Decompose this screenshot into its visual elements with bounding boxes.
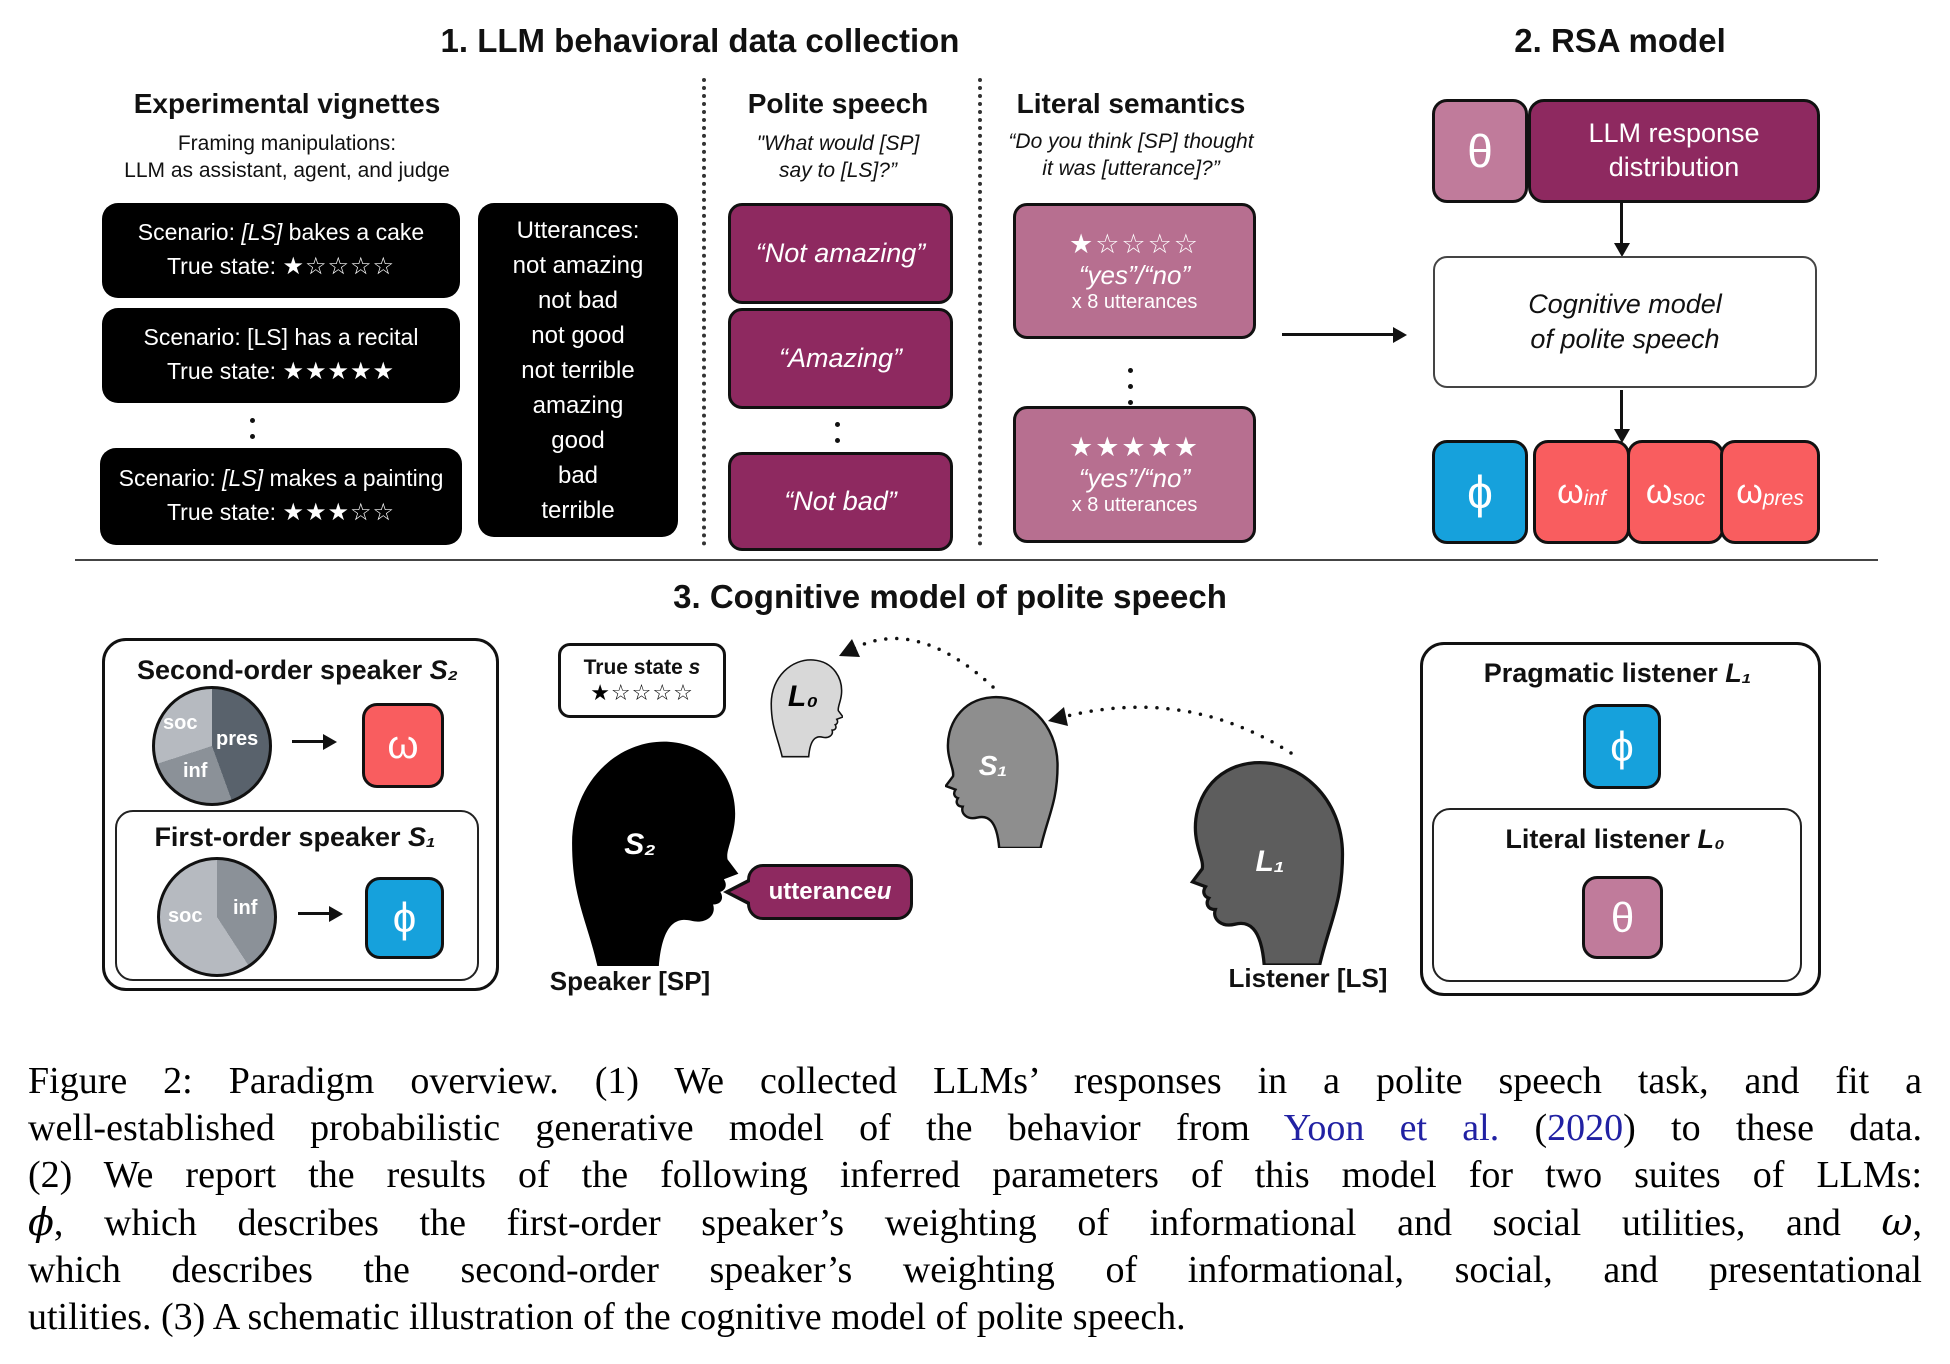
section-divider xyxy=(75,559,1878,561)
utterance-item: good xyxy=(551,426,605,454)
literal-listener-header: Literal listener L₀ xyxy=(1505,824,1725,854)
pie-label-inf: inf xyxy=(233,897,258,919)
true-state-label: True state s xyxy=(583,655,701,679)
caption-line: ϕ, which describes the first-order speaker’s weighting of informational and social utilities, and ω, xyxy=(28,1200,1922,1244)
pie-to-omega-arrow xyxy=(292,740,324,743)
pie-label-inf: inf xyxy=(183,760,208,782)
llm-response-distribution-box: LLM response distribution xyxy=(1528,99,1820,203)
yes-no-label: “yes”/“no” xyxy=(1078,463,1191,493)
vignettes-framing xyxy=(102,130,472,185)
literal-box-2 xyxy=(1013,406,1256,543)
polite-speech-header: Polite speech xyxy=(747,88,929,119)
utterance-item: terrible xyxy=(541,496,615,524)
phi-param-box: ϕ xyxy=(1432,440,1528,544)
scenario-3-text: Scenario: [LS] makes a painting xyxy=(118,465,444,492)
scenario-3-state: True state: ★★★☆☆ xyxy=(166,498,396,526)
pragmatic-listener-header: Pragmatic listener L₁ xyxy=(1483,658,1752,688)
omega-inf-box: ω inf xyxy=(1533,440,1630,544)
framing-line1: Framing manipulations: xyxy=(177,132,397,155)
caption-line: which describes the second-order speaker’s weighting of informational, social, and presentational xyxy=(28,1249,1922,1291)
pie-to-phi-arrow xyxy=(298,912,330,915)
column-separator xyxy=(702,78,706,546)
utterances-box xyxy=(478,203,678,537)
l0-label: L₀ xyxy=(787,680,819,713)
rsa-arrow-1 xyxy=(1620,202,1623,244)
l1-to-s1-arc xyxy=(1063,707,1291,753)
framing-line2: LLM as assistant, agent, and judge xyxy=(124,159,450,183)
citation-year-link[interactable]: 2020 xyxy=(1547,1107,1624,1149)
star-rating: ★★★★★ xyxy=(1068,432,1201,462)
utterance-count-label: x 8 utterances xyxy=(1071,494,1198,516)
l1-label: L₁ xyxy=(1255,845,1285,878)
polite-response-box-1: “Not amazing” xyxy=(728,203,953,304)
second-order-speaker-header: Second-order speaker S₂ xyxy=(137,655,458,685)
column-separator xyxy=(978,78,982,546)
utterances-header: Utterances: xyxy=(516,216,640,244)
pie-label-soc: soc xyxy=(168,905,203,927)
section2-title: 2. RSA model xyxy=(1514,22,1726,59)
star-rating: ★☆☆☆☆ xyxy=(282,252,396,280)
star-rating: ★★★★★ xyxy=(282,357,396,385)
section3-title: 3. Cognitive model of polite speech xyxy=(673,578,1227,615)
theta-param-box: θ xyxy=(1432,99,1528,203)
first-order-speaker-header: First-order speaker S₁ xyxy=(154,822,436,852)
utterance-item: not good xyxy=(531,321,625,349)
omega-pres-box: ω pres xyxy=(1720,440,1820,544)
rsa-arrow-2 xyxy=(1620,390,1623,430)
star-rating: ★☆☆☆☆ xyxy=(590,679,694,705)
utterance-item: bad xyxy=(557,461,599,489)
omega-soc-box: ω soc xyxy=(1627,440,1724,544)
utterance-bubble: utterance u xyxy=(747,864,913,920)
caption-line: utilities. (3) A schematic illustration of the cognitive model of polite speech. xyxy=(28,1296,1186,1338)
data-to-model-arrow xyxy=(1282,333,1394,336)
cognitive-model-box: Cognitive model of polite speech xyxy=(1433,256,1817,388)
utterance-item: not amazing xyxy=(512,251,644,279)
utterance-item: not bad xyxy=(537,286,619,314)
literal-box-1 xyxy=(1013,203,1256,339)
literal-semantics-question: “Do you think [SP] thought it was [utterance]?” xyxy=(1008,130,1254,181)
literal-ellipsis xyxy=(1128,362,1133,410)
scenario-2-state: True state: ★★★★★ xyxy=(166,357,396,385)
pragmatic-phi-box: ϕ xyxy=(1583,704,1661,789)
listener-ls-label: Listener [LS] xyxy=(1228,963,1388,993)
citation-link[interactable]: Yoon et al. xyxy=(1283,1107,1500,1149)
pie-label-soc: soc xyxy=(163,712,198,734)
caption-line: well-established probabilistic generative model of the behavior from Yoon et al. (2020) to these data. xyxy=(28,1107,1922,1149)
literal-theta-box: θ xyxy=(1582,876,1663,959)
pie-label-pres: pres xyxy=(216,728,259,750)
caption-line: Figure 2: Paradigm overview. (1) We collected LLMs’ responses in a polite speech task, and fit a xyxy=(28,1060,1922,1102)
scenario-box-3 xyxy=(100,448,462,545)
literal-semantics-header: Literal semantics xyxy=(1016,88,1246,119)
utterance-item: not terrible xyxy=(521,356,635,384)
speaker-sp-label: Speaker [SP] xyxy=(549,966,711,996)
utterance-item: amazing xyxy=(532,391,624,419)
yes-no-label: “yes”/“no” xyxy=(1078,259,1191,290)
star-rating: ★★★☆☆ xyxy=(282,498,396,526)
vignettes-header: Experimental vignettes xyxy=(133,88,441,119)
scenario-1-state: True state: ★☆☆☆☆ xyxy=(166,252,396,280)
polite-response-box-3: “Not bad” xyxy=(728,452,953,551)
scenario-box-1 xyxy=(102,203,460,298)
omega-box: ω xyxy=(362,703,444,788)
polite-speech-question: "What would [SP] say to [LS]?” xyxy=(756,132,920,183)
scenario-2-text: Scenario: [LS] has a recital xyxy=(143,324,419,351)
true-state-box xyxy=(558,643,726,718)
utterance-count-label: x 8 utterances xyxy=(1071,290,1198,313)
s1-label: S₁ xyxy=(978,750,1008,781)
caption-line: (2) We report the results of the following inferred parameters of this model for two suites of LLMs: xyxy=(28,1154,1922,1196)
polite-response-box-2: “Amazing” xyxy=(728,308,953,409)
phi-box: ϕ xyxy=(365,877,444,959)
star-rating: ★☆☆☆☆ xyxy=(1068,228,1201,259)
s1-to-l0-arc xyxy=(853,639,993,687)
scenario-box-2 xyxy=(102,308,460,403)
section1-title: 1. LLM behavioral data collection xyxy=(440,22,960,59)
scenario-1-text: Scenario: [LS] bakes a cake xyxy=(137,219,425,246)
s2-label: S₂ xyxy=(624,828,656,861)
figure-caption xyxy=(28,1058,1922,1341)
